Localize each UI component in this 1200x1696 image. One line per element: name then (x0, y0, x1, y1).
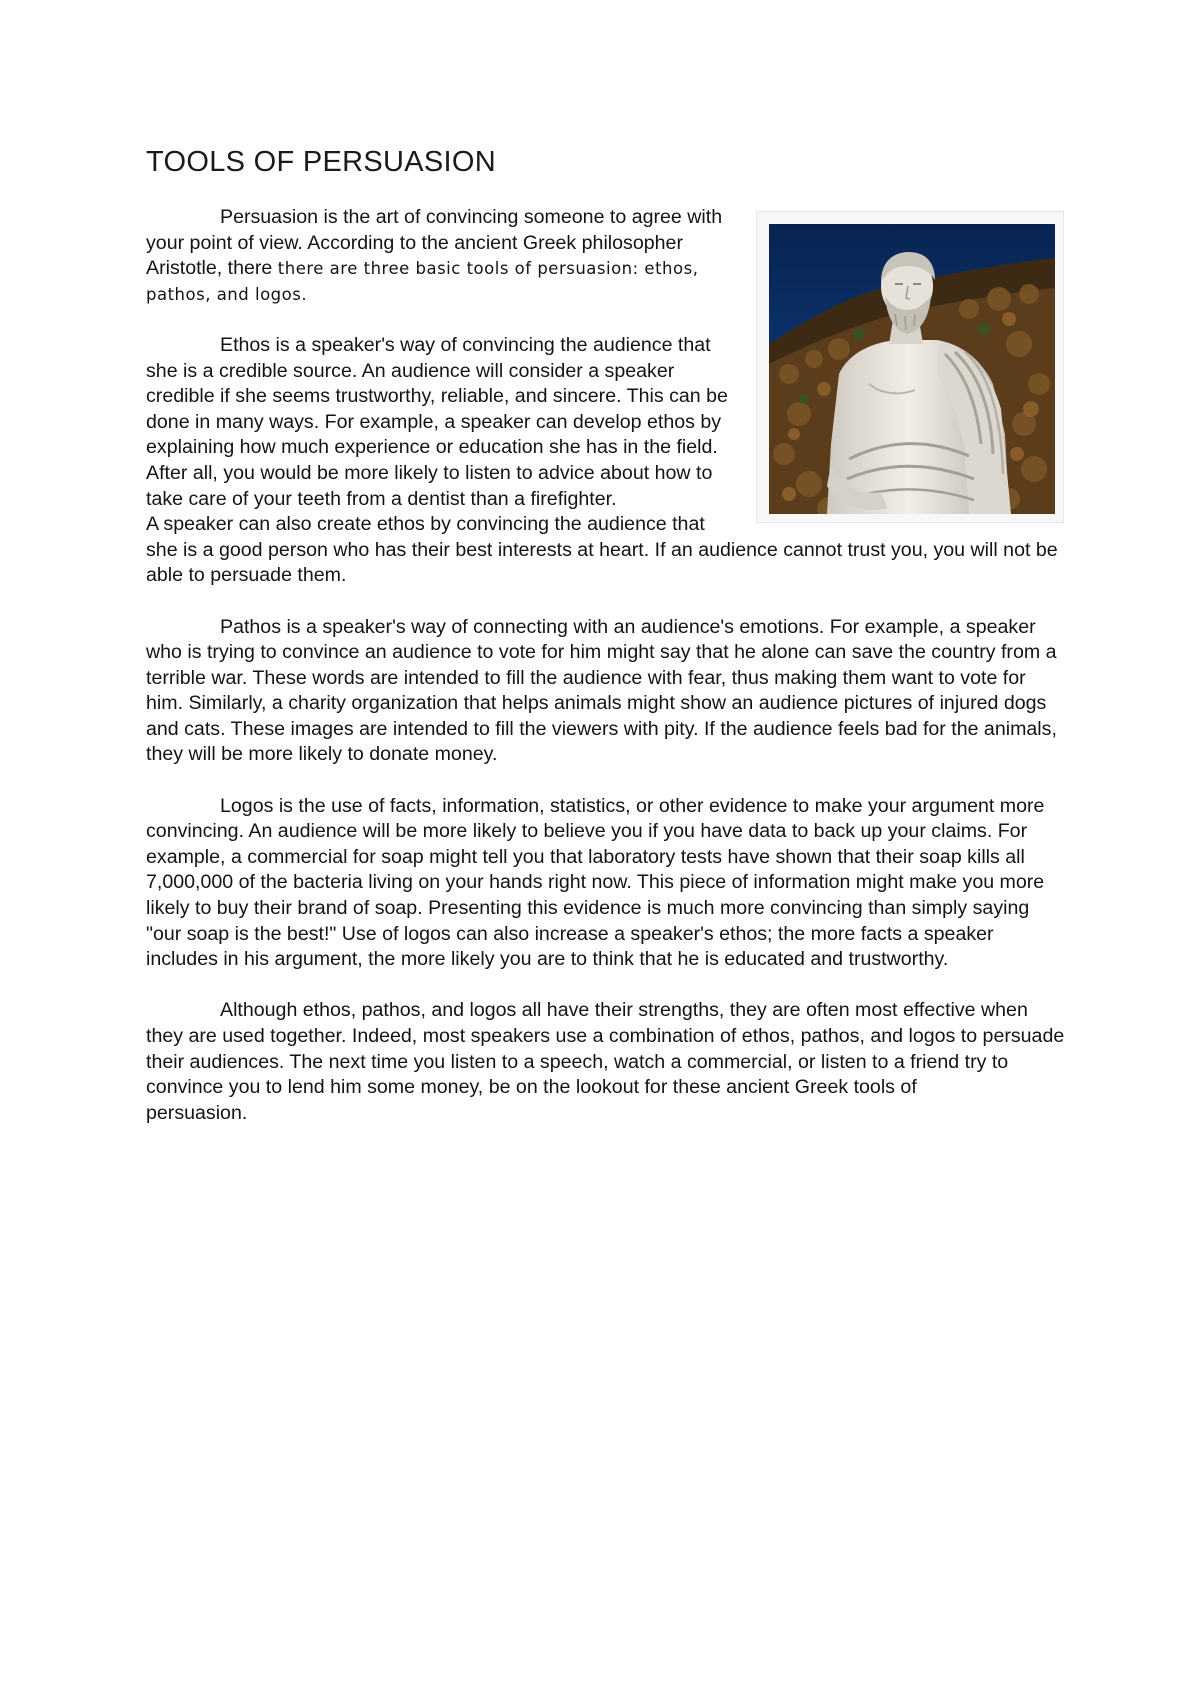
aristotle-statue-image (756, 211, 1064, 523)
page-title: TOOLS OF PERSUASION (146, 146, 497, 178)
logos-paragraph (146, 794, 1066, 973)
logos-text: Logos is the use of facts, information, statistics, or other evidence to make your argument more convincing. An audience will be more likely to believe you if you have data to back up your claims. For example, a commercial for soap might tell you that laboratory tests have shown that their soap kills all 7,000,000 of the bacteria living on your hands right now. This piece of information might make you more likely to buy their brand of soap. Presenting this evidence is much more convincing than simply saying "our soap is the best!" Use of logos can also increase a speaker's ethos; the more facts a speaker includes in his argument, the more likely you are to think that he is educated and trustworthy. (146, 794, 1045, 971)
document-body (146, 205, 1066, 1152)
ethos-paragraph-continued (146, 512, 1066, 589)
conclusion-paragraph (146, 998, 1066, 1126)
pathos-text: Pathos is a speaker's way of connecting with an audience's emotions. For example, a speaker who is trying to convince an audience to vote for him might say that he alone can save the country from a terrible war. These words are intended to fill the audience with fear, thus making them want to vote for him. Similarly, a charity organization that helps animals might show an audience pictures of injured dogs and cats. These images are intended to fill the viewers with pity. If the audience feels bad for the animals, they will be more likely to donate money. (146, 615, 1057, 766)
ethos-text: Ethos is a speaker's way of convincing the audience that she is a credible source. An audience will consider a speaker credible if she seems trustworthy, reliable, and sincere. This can be done in many ways. For example, a speaker can develop ethos by explaining how much experience or education she has in the field. After all, you would be more likely to listen to advice about how to take care of your teeth from a dentist than a firefighter. (146, 333, 728, 510)
document-page (146, 0, 1066, 1696)
intro-text: Persuasion is the art of convincing someone to agree with your point of view. According to the ancient Greek philosopher Aristotle, there (146, 206, 723, 280)
intro-text-calibri: there are three basic tools of persuasion: ethos, pathos, and logos. (146, 259, 699, 304)
conclusion-text: Although ethos, pathos, and logos all have their strengths, they are often most effective when they are used together. Indeed, most speakers use a combination of ethos, pathos, and logos to persuade their audiences. The next time you listen to a speech, watch a commercial, or listen to a friend try to convince you to lend him some money, be on the lookout for these ancient Greek tools of (146, 999, 1065, 1099)
ethos-text-continued: A speaker can also create ethos by convincing the audience that she is a good person who has their best interests at heart. If an audience cannot trust you, you will not be able to persuade them. (146, 513, 1058, 587)
statue-illustration (769, 224, 1055, 514)
pathos-paragraph (146, 615, 1066, 769)
conclusion-last-word: persuasion. (146, 1101, 248, 1124)
